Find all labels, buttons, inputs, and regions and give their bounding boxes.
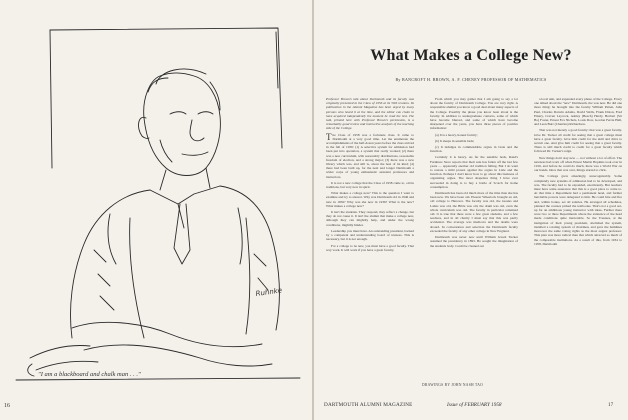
- left-page-number: 16: [4, 403, 10, 409]
- left-page: [0, 0, 312, 420]
- portrait-sketch: [10, 18, 306, 388]
- article-byline: By BANCROFT H. BROWN, A. F. CHENEY PROFESSOR OF MATHEMATICS: [395, 77, 547, 82]
- paragraph: Dartmouth was never new until William Jewett Tucker assumed the presidency in 1893. He sought the imagination of the students body. Could be cleaned out: [430, 235, 518, 248]
- list-item: (b) It sleeps in sensible beds;: [435, 138, 475, 143]
- paragraph: That was not merely a good faculty: that was a great faculty. Give Dr. Tucker all credit for seeing that a great college must have a great faculty. Give him credit for the skill and drive to recruit one. And give him credit for seeing that a great faculty. There is still much credit to credit for a great faculty which followed Dr. Tucker's reign.: [534, 128, 622, 154]
- drawing-caption: "I am a blackboard and chalk man . . .": [38, 371, 141, 378]
- right-page: [314, 0, 628, 420]
- editor-intro: Professor Brown's talk about Dartmouth and its faculty was originally presented to the Class of 1956 at its 50th reunion. Its publication in the Alumni Magazine has been urged by many persons who heard it at the time, and the editor can claim to have acquired independently the moment he read the text. The talk, printed here with Professor Brown's permission, is a remarkably good review and instructive analysis of the teaching side of the College.: [326, 97, 414, 131]
- article-body: [326, 97, 622, 387]
- issue-date: Issue of FEBRUARY 1958: [447, 402, 502, 408]
- paragraph: It isn't the students. They respond, they reflect a change, but they do not cause it. It isn't the alumni that make a college new, although they can mightily help, and under the wrong conditions, mightily hinder.: [326, 210, 414, 227]
- list-item: (c) It indulges in commendable orgies in Lisle and the Junction.: [430, 145, 518, 154]
- paragraph: Certainly it is heavy. As far the sensible beds, Rand's Furniture Store reports that their sale has fallen off the last few years — apparently another old tradition falling. But I do want to restate a mild protest against the orgies in Lisle and the Junction. Perhaps I don't know how to go about this business of organizing orgies. The most shapeless thing I have ever succeeded in doing is to buy a bottle of Scotch for home consumption.: [430, 155, 518, 189]
- drawing-credit: DRAWINGS BY JOHN NASH TAO: [422, 383, 484, 387]
- artist-signature: Ruhnke: [255, 286, 283, 298]
- paragraph: What makes a college new? This is the question I want to examine and try to answer. Why was Dartmouth old in 1946 and new in 1956? Why was she new in 1936? What is the new? What makes a college new?: [326, 191, 414, 208]
- magazine-name: DARTMOUTH ALUMNI MAGAZINE: [324, 402, 413, 408]
- column-3: [534, 97, 622, 387]
- list-item: (a) It is a heavy, honest faculty;: [435, 132, 478, 137]
- paragraph: New things don't stay new — not without a lot of effort. The newness had worn off when Ernest Martin Hopkins took over in 1916, and before he could do much, there was a World War on our hands. Once that was over, things started to click.: [534, 155, 622, 173]
- column-2: [430, 97, 518, 387]
- paragraph: Dartmouth has been old much more of the time than she has been new. We have been old. Eleazar Wheelock brought an old, old college to Hanover. The faculty was old, the Greeks and Latins was old, the Bible was old, the drum was old, even the whole curriculum was old. The faculty in particular remained old. It is true that there were a few great students, and a few teachers, and in all charity I must say that this was partly accidental. The average was mediocre and the deaths were aboard. In conversation and selection the Dartmouth faculty exceeded the faculty of any other college in New England.: [430, 191, 518, 233]
- paragraph: The College grew amazingly, unrecognizably. Some completely new systems of admission had to be developed, and was. The faculty had to be expanded, enormously. But teachers must have some assurance that this is a good place to come to. At that time a Department had a permanent head, and further inevitable powers were delegated to him. He could hire and fire and, within bonus, set all salaries. He arranged all schedules, planned the courses picked the textbooks. That's not a good set-up for an ambitious young instructor with ideas. Further there were two or three Departments where the existence of the head made conditions quite intolerable. So the Trustees, at the instigation of their young president, abolished the system, installed a rotating system of chairmen, and gave the hamlines moreover the same voting rights as the most august professor. This plan was more radical than that which attracted so much of the comparable institutions. As a result of this, from 1934 to 1958, Dartmouth: [534, 174, 622, 246]
- column-1: [326, 97, 414, 387]
- paragraph: a local unit, and expanded every phase of the College. Every one talked about the "new" Dartmouth, the was new. He did one more thing: he brought into the faculty William Patten, John Paul, Charles Darwin Adams, David Wells, Frank Dixon, Fred Emery, Craven Laycock, Ashley (Beech) Hardy, Herbert (Sir Bo) Foster, Ernest Fox Nichols, Louis Dow, Gordon Ferrie Hull, and Leon Burr (Cherrius) Richardson.: [534, 97, 622, 127]
- right-page-number: 17: [608, 402, 614, 408]
- drop-cap: T: [326, 131, 332, 142]
- paragraph: For a college to be new, you must have a good faculty. That way work. It will work if you have a great faculty.: [326, 243, 414, 252]
- article-title: What Makes a College New?: [370, 47, 572, 64]
- paragraph: It is not a new college that the Class of 1958 came to, old in traditions, but very new in spirit.: [326, 180, 414, 190]
- paragraph: he Class of 1958 was a fortunate class. It came to Dartmouth at a very good time. Let me enumerate the accomplishments of the half-dozen years before the class arrived in the fall of 1936: (1) A selective system for admission had been put into operation, a system that really worked; (2) there was a new curriculum, with reasonably distributions, reasonable freedom of election, and a strong major; (3) there was a new library which was, and still is, about the best of its kind; (4) there had been built up, for the next and longer Dartmouth a wider corps of young enthusiastic assistant professors and instructors.: [326, 132, 414, 179]
- paragraph: From which you may gather that I am going to say a lot about the faculty of Dartmouth College. You are very right. A responsible alumni you know a good deal about many aspects of the College. Possibly the phase you know least about is the faculty. In addition to undergraduate contacts, some of which have become blurred, and some of which have become sharpened over the years, you have three pieces of positive information:: [430, 97, 518, 131]
- paragraph: Leadership you must have. An outstanding president, backed by a competent and understanding board of trustees. This is necessary, but it is not enough.: [326, 228, 414, 242]
